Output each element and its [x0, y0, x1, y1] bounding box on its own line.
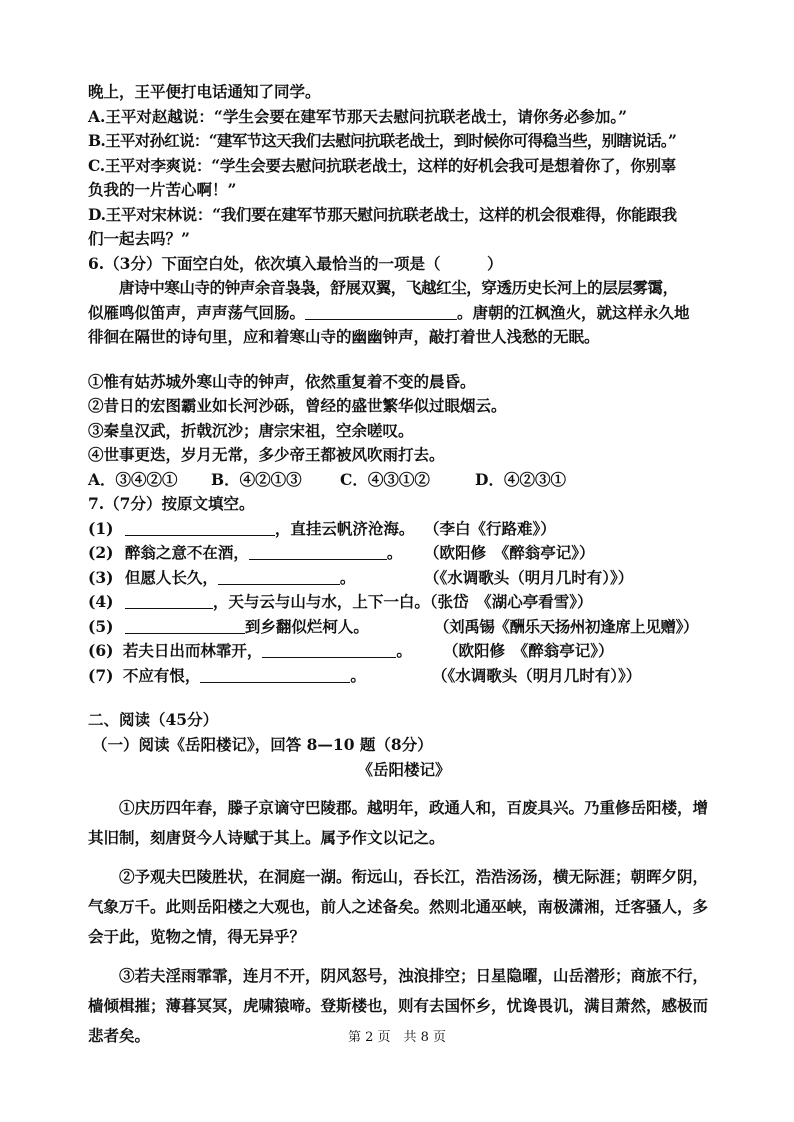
q7-row-5-source: （刘禹锡《酬乐天扬州初逢席上见赠》） — [434, 616, 699, 636]
q7-row-7-blank — [200, 665, 350, 683]
q6-passage-line2-end: 。唐朝的江枫渔火，就这样永久地 — [457, 302, 690, 322]
passage-paragraph-1: ①庆历四年春，滕子京谪守巴陵郡。越明年，政通人和，百废具兴。乃重修岳阳楼，增其旧制，刻唐贤今人诗赋于其上。属予作文以记之。 — [88, 798, 709, 847]
q7-stem: 7.（7分）按原文填空。 — [88, 494, 255, 513]
passage-paragraph-2: ②予观夫巴陵胜状，在洞庭一湖。衔远山，吞长江，浩浩汤汤，横无际涯；朝晖夕阴，气象万千。此则岳阳楼之大观也，前人之述备矣。然则北通巫峡，南极潇湘，迁客骚人，多会于此，览物之情，得无异乎？ — [88, 867, 709, 946]
q6-sentence-1: ①惟有姑苏城外寒山寺的钟声，依然重复着不变的晨昏。 — [88, 371, 476, 391]
q6-sentence-2: ②昔日的宏图霸业如长河沙砾，曾经的盛世繁华似过眼烟云。 — [88, 396, 507, 415]
q7-row-1-after: ，直挂云帆济沧海。 — [274, 518, 415, 538]
q7-row-2 — [88, 541, 720, 566]
q6-answer-blank — [305, 302, 457, 320]
q7-row-7 — [88, 664, 720, 689]
q7-row-6-before: 若夫日出而林霏开， — [122, 641, 263, 660]
page-footer: 第 2 页 共 8 页 — [347, 1030, 447, 1045]
q7-row-2-source: （欧阳修 《醉翁亭记》） — [424, 543, 595, 562]
q7-row-2-num: (2) — [88, 543, 114, 562]
q5-option-c-line1: C.王平对李爽说：“学生会要去慰问抗联老战士，这样的好机会我可是想着你了，你别辜 — [88, 155, 676, 175]
q7-row-5 — [88, 615, 720, 640]
q7-row-5-after: 到乡翻似烂柯人。 — [244, 616, 369, 636]
q7-row-1 — [88, 517, 720, 542]
q7-row-2-after: 。 — [386, 543, 403, 562]
q7-row-3-after: 。 — [339, 567, 356, 587]
q7-row-7-source: （《水调歌头（明月几时有）》） — [432, 665, 642, 685]
q6-stem: 6.（3分）下面空白处，依次填入最恰当的一项是（ ） — [88, 253, 503, 273]
q7-row-6-blank — [262, 640, 396, 658]
q7-row-1-source: （李白《行路难》） — [424, 518, 556, 538]
q7-row-2-before: 醉翁之意不在酒， — [124, 543, 249, 562]
q7-row-1-num: (1) — [88, 518, 114, 538]
q7-row-5-blank — [125, 616, 245, 634]
q7-row-2-blank — [249, 542, 387, 560]
q5-option-d-line2: 们一起去吗？” — [88, 229, 190, 248]
q7-row-6-source: （欧阳修 《醉翁亭记》） — [443, 641, 614, 660]
q7-row-4-after: ，天与云与山与水，上下一白。 — [212, 592, 430, 611]
q7-row-7-after: 。 — [350, 665, 366, 685]
q6-choice-b: B．④②①③ — [211, 469, 302, 489]
q7-row-6-num: (6) — [88, 641, 114, 660]
q7-row-7-before: 不应有恨， — [122, 665, 201, 685]
q6-passage-line1: 唐诗中寒山寺的钟声余音袅袅，舒展双翼，飞越红尘，穿透历史长河上的层层雾霭， — [119, 278, 678, 297]
q7-row-1-blank — [125, 518, 275, 536]
q7-row-3-source: （《水调歌头（明月几时有）》） — [424, 567, 634, 587]
q5-option-b: B.王平对孙红说：“建军节这天我们去慰问抗联老战士，到时候你可得稳当些，别瞎说话。” — [88, 131, 677, 150]
q5-intro: 晚上，王平便打电话通知了同学。 — [88, 82, 321, 101]
q7-row-4-num: (4) — [88, 592, 114, 611]
q7-row-6-after: 。 — [396, 641, 412, 660]
q7-row-3-num: (3) — [88, 567, 114, 587]
q6-choices — [88, 468, 720, 493]
q7-row-6 — [88, 639, 720, 664]
q7-row-3 — [88, 566, 720, 591]
q7-row-7-num: (7) — [88, 665, 114, 685]
q6-sentence-3: ③秦皇汉武，折戟沉沙；唐宗宋祖，空余嗟叹。 — [88, 420, 414, 440]
q6-passage-line2 — [88, 301, 720, 326]
q7-row-3-before: 但愿人长久， — [124, 567, 218, 587]
q6-choice-c: C．④③①② — [340, 469, 430, 489]
q6-choice-a: A．③④②① — [88, 469, 178, 489]
passage-title: 《岳阳楼记》 — [357, 760, 451, 779]
q5-option-a: A.王平对赵越说：“学生会要在建军节那天去慰问抗联老战士，请你务必参加。” — [88, 106, 628, 126]
q5-option-c-line2: 负我的一片苦心啊！” — [88, 180, 237, 199]
passage-paragraph-3: ③若夫淫雨霏霏，连月不开，阴风怒号，浊浪排空；日星隐曜，山岳潜形；商旅不行，樯倾楫摧；薄暮冥冥，虎啸猿啼。登斯楼也，则有去国怀乡，忧谗畏讥，满目萧然，感极而悲者矣。 — [88, 966, 709, 1045]
q6-passage-line2-start: 似雁鸣似笛声，声声荡气回肠。 — [88, 302, 306, 322]
q7-row-4-blank — [125, 591, 213, 609]
q7-row-4-source: （张岱 《湖心亭看雪》） — [422, 592, 593, 611]
q7-row-3-blank — [218, 567, 340, 585]
q7-row-5-num: (5) — [88, 616, 114, 636]
q6-choice-d: D．④②③① — [475, 469, 566, 489]
q6-sentence-4: ④世事更迭，岁月无常，多少帝王都被风吹雨打去。 — [88, 445, 445, 464]
q5-option-d-line1: D.王平对宋林说：“我们要在建军节那天慰问抗联老战士，这样的机会很难得，你能跟我 — [88, 204, 677, 224]
reading-section-heading: 二、阅读（45分） — [88, 710, 219, 729]
reading-sub-heading: （一）阅读《岳阳楼记》，回答 8—10 题（8分） — [92, 734, 433, 754]
exam-page — [88, 80, 720, 1051]
q7-row-4 — [88, 590, 720, 615]
q6-passage-line3: 徘徊在隔世的诗句里，应和着寒山寺的幽幽钟声，敲打着世人浅愁的无眠。 — [88, 327, 600, 346]
